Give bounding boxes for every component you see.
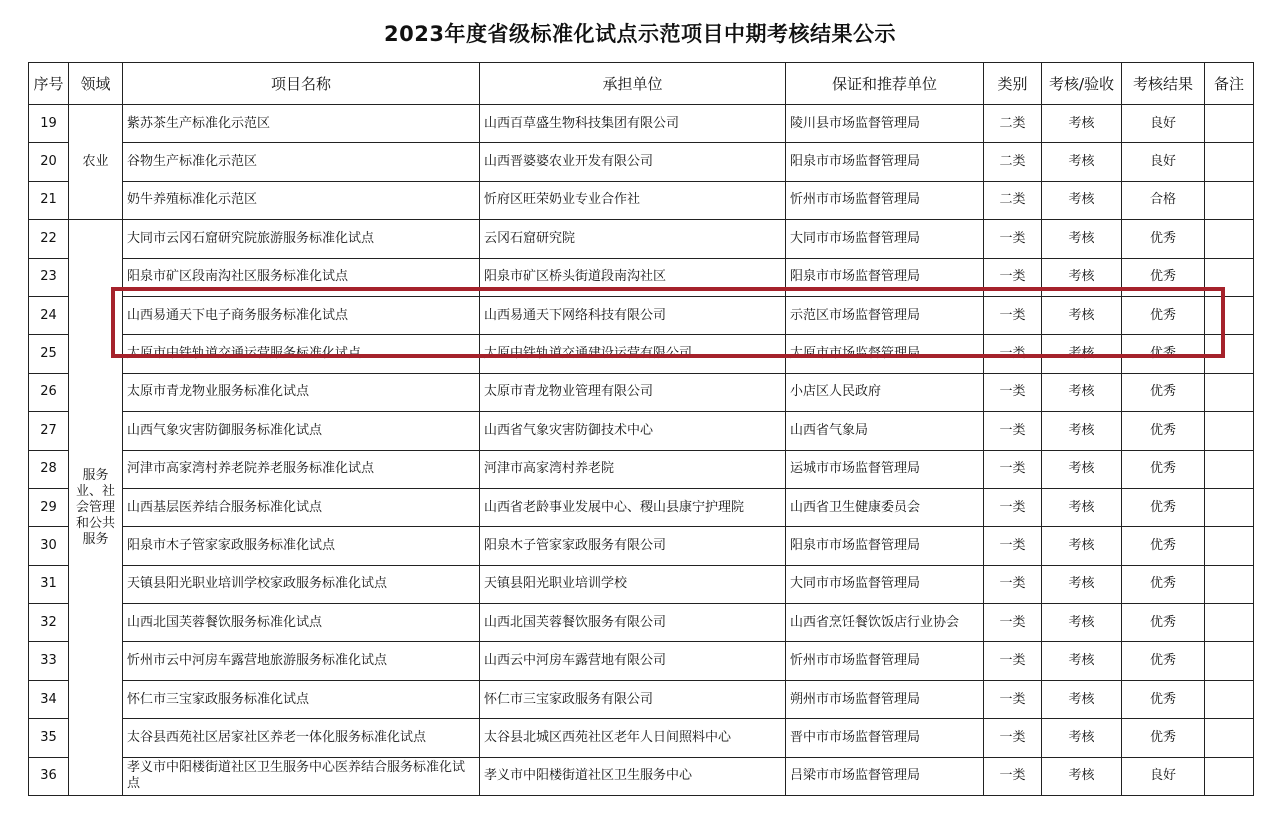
cell-unit: 云冈石窟研究院 — [480, 220, 786, 258]
cell-project-name: 山西基层医养结合服务标准化试点 — [123, 488, 480, 526]
cell-project-name: 河津市高家湾村养老院养老服务标准化试点 — [123, 450, 480, 488]
cell-unit: 阳泉市矿区桥头街道段南沟社区 — [480, 258, 786, 296]
cell-check: 考核 — [1042, 680, 1122, 718]
cell-result: 优秀 — [1122, 680, 1205, 718]
cell-result: 优秀 — [1122, 450, 1205, 488]
cell-category: 一类 — [984, 604, 1042, 642]
cell-seq: 24 — [29, 296, 69, 334]
cell-recommender: 阳泉市市场监督管理局 — [786, 527, 984, 565]
cell-check: 考核 — [1042, 565, 1122, 603]
cell-category: 一类 — [984, 412, 1042, 450]
cell-remark — [1205, 181, 1254, 219]
cell-check: 考核 — [1042, 335, 1122, 373]
table-row — [29, 719, 1254, 757]
cell-recommender: 忻州市市场监督管理局 — [786, 642, 984, 680]
cell-unit: 太原中铁轨道交通建设运营有限公司 — [480, 335, 786, 373]
cell-result: 优秀 — [1122, 258, 1205, 296]
cell-recommender: 小店区人民政府 — [786, 373, 984, 411]
cell-recommender: 山西省烹饪餐饮饭店行业协会 — [786, 604, 984, 642]
cell-seq: 29 — [29, 488, 69, 526]
cell-result: 合格 — [1122, 181, 1205, 219]
header-domain: 领域 — [69, 63, 123, 105]
header-unit: 承担单位 — [480, 63, 786, 105]
cell-result: 优秀 — [1122, 220, 1205, 258]
cell-project-name: 奶牛养殖标准化示范区 — [123, 181, 480, 219]
cell-unit: 孝义市中阳楼街道社区卫生服务中心 — [480, 757, 786, 795]
cell-result: 优秀 — [1122, 296, 1205, 334]
cell-unit: 太谷县北城区西苑社区老年人日间照料中心 — [480, 719, 786, 757]
cell-seq: 36 — [29, 757, 69, 795]
cell-seq: 27 — [29, 412, 69, 450]
cell-unit: 山西云中河房车露营地有限公司 — [480, 642, 786, 680]
cell-category: 二类 — [984, 105, 1042, 143]
cell-seq: 31 — [29, 565, 69, 603]
cell-remark — [1205, 373, 1254, 411]
cell-project-name: 山西易通天下电子商务服务标准化试点 — [123, 296, 480, 334]
cell-seq: 19 — [29, 105, 69, 143]
cell-category: 一类 — [984, 296, 1042, 334]
header-result: 考核结果 — [1122, 63, 1205, 105]
table-row — [29, 412, 1254, 450]
table-row — [29, 488, 1254, 526]
cell-remark — [1205, 143, 1254, 181]
cell-project-name: 阳泉市矿区段南沟社区服务标准化试点 — [123, 258, 480, 296]
cell-seq: 23 — [29, 258, 69, 296]
cell-recommender: 山西省气象局 — [786, 412, 984, 450]
cell-category: 一类 — [984, 680, 1042, 718]
cell-recommender: 大同市市场监督管理局 — [786, 220, 984, 258]
cell-category: 一类 — [984, 757, 1042, 795]
cell-seq: 32 — [29, 604, 69, 642]
cell-unit: 山西百草盛生物科技集团有限公司 — [480, 105, 786, 143]
cell-result: 优秀 — [1122, 604, 1205, 642]
cell-check: 考核 — [1042, 757, 1122, 795]
cell-remark — [1205, 412, 1254, 450]
cell-remark — [1205, 604, 1254, 642]
cell-check: 考核 — [1042, 604, 1122, 642]
cell-unit: 山西晋婆婆农业开发有限公司 — [480, 143, 786, 181]
cell-category: 一类 — [984, 565, 1042, 603]
cell-unit: 天镇县阳光职业培训学校 — [480, 565, 786, 603]
cell-unit: 阳泉木子管家家政服务有限公司 — [480, 527, 786, 565]
cell-check: 考核 — [1042, 220, 1122, 258]
header-category: 类别 — [984, 63, 1042, 105]
results-table — [28, 62, 1254, 796]
cell-result: 优秀 — [1122, 565, 1205, 603]
cell-seq: 26 — [29, 373, 69, 411]
cell-seq: 21 — [29, 181, 69, 219]
cell-seq: 20 — [29, 143, 69, 181]
cell-recommender: 吕梁市市场监督管理局 — [786, 757, 984, 795]
cell-result: 优秀 — [1122, 642, 1205, 680]
cell-project-name: 忻州市云中河房车露营地旅游服务标准化试点 — [123, 642, 480, 680]
cell-recommender: 运城市市场监督管理局 — [786, 450, 984, 488]
cell-result: 良好 — [1122, 143, 1205, 181]
cell-recommender: 大同市市场监督管理局 — [786, 565, 984, 603]
cell-category: 一类 — [984, 450, 1042, 488]
cell-check: 考核 — [1042, 642, 1122, 680]
cell-seq: 25 — [29, 335, 69, 373]
cell-check: 考核 — [1042, 143, 1122, 181]
cell-unit: 山西易通天下网络科技有限公司 — [480, 296, 786, 334]
header-name: 项目名称 — [123, 63, 480, 105]
cell-recommender: 朔州市市场监督管理局 — [786, 680, 984, 718]
table-row — [29, 450, 1254, 488]
cell-check: 考核 — [1042, 296, 1122, 334]
header-seq: 序号 — [29, 63, 69, 105]
cell-unit: 山西北国芙蓉餐饮服务有限公司 — [480, 604, 786, 642]
table-row — [29, 642, 1254, 680]
cell-recommender: 忻州市市场监督管理局 — [786, 181, 984, 219]
cell-seq: 28 — [29, 450, 69, 488]
table-row — [29, 105, 1254, 143]
document-title: 2023年度省级标准化试点示范项目中期考核结果公示 — [384, 22, 896, 46]
cell-category: 一类 — [984, 335, 1042, 373]
table-row — [29, 143, 1254, 181]
cell-check: 考核 — [1042, 412, 1122, 450]
cell-category: 一类 — [984, 258, 1042, 296]
cell-remark — [1205, 565, 1254, 603]
table-row — [29, 373, 1254, 411]
cell-recommender: 阳泉市市场监督管理局 — [786, 143, 984, 181]
header-check: 考核/验收 — [1042, 63, 1122, 105]
cell-check: 考核 — [1042, 105, 1122, 143]
cell-project-name: 山西气象灾害防御服务标准化试点 — [123, 412, 480, 450]
table-row — [29, 181, 1254, 219]
cell-seq: 33 — [29, 642, 69, 680]
cell-category: 二类 — [984, 143, 1042, 181]
cell-remark — [1205, 488, 1254, 526]
table-body — [29, 105, 1254, 796]
cell-seq: 35 — [29, 719, 69, 757]
cell-project-name: 阳泉市木子管家家政服务标准化试点 — [123, 527, 480, 565]
cell-remark — [1205, 450, 1254, 488]
cell-project-name: 紫苏茶生产标准化示范区 — [123, 105, 480, 143]
cell-result: 良好 — [1122, 757, 1205, 795]
cell-seq: 22 — [29, 220, 69, 258]
cell-project-name: 天镇县阳光职业培训学校家政服务标准化试点 — [123, 565, 480, 603]
cell-check: 考核 — [1042, 719, 1122, 757]
domain-cell-services: 服务业、社会管理和公共服务 — [69, 220, 123, 796]
header-recommender: 保证和推荐单位 — [786, 63, 984, 105]
cell-project-name: 谷物生产标准化示范区 — [123, 143, 480, 181]
cell-project-name: 大同市云冈石窟研究院旅游服务标准化试点 — [123, 220, 480, 258]
cell-category: 二类 — [984, 181, 1042, 219]
table-row — [29, 757, 1254, 795]
table-row — [29, 604, 1254, 642]
cell-check: 考核 — [1042, 181, 1122, 219]
cell-remark — [1205, 680, 1254, 718]
table-row — [29, 680, 1254, 718]
cell-recommender: 阳泉市市场监督管理局 — [786, 258, 984, 296]
cell-result: 优秀 — [1122, 488, 1205, 526]
cell-result: 优秀 — [1122, 373, 1205, 411]
cell-unit: 山西省老龄事业发展中心、稷山县康宁护理院 — [480, 488, 786, 526]
cell-project-name: 太原市青龙物业服务标准化试点 — [123, 373, 480, 411]
cell-result: 良好 — [1122, 105, 1205, 143]
cell-project-name: 山西北国芙蓉餐饮服务标准化试点 — [123, 604, 480, 642]
table-header-row — [29, 63, 1254, 105]
cell-remark — [1205, 105, 1254, 143]
cell-recommender: 晋中市市场监督管理局 — [786, 719, 984, 757]
cell-result: 优秀 — [1122, 527, 1205, 565]
cell-unit: 山西省气象灾害防御技术中心 — [480, 412, 786, 450]
cell-recommender: 陵川县市场监督管理局 — [786, 105, 984, 143]
cell-project-name: 太原市中铁轨道交通运营服务标准化试点 — [123, 335, 480, 373]
domain-cell-agriculture: 农业 — [69, 105, 123, 220]
cell-seq: 30 — [29, 527, 69, 565]
cell-remark — [1205, 220, 1254, 258]
cell-result: 优秀 — [1122, 412, 1205, 450]
cell-unit: 太原市青龙物业管理有限公司 — [480, 373, 786, 411]
table-row — [29, 220, 1254, 258]
cell-seq: 34 — [29, 680, 69, 718]
cell-recommender: 太原市市场监督管理局 — [786, 335, 984, 373]
cell-recommender: 山西省卫生健康委员会 — [786, 488, 984, 526]
cell-remark — [1205, 642, 1254, 680]
cell-category: 一类 — [984, 488, 1042, 526]
cell-project-name: 太谷县西苑社区居家社区养老一体化服务标准化试点 — [123, 719, 480, 757]
cell-unit: 河津市高家湾村养老院 — [480, 450, 786, 488]
cell-category: 一类 — [984, 527, 1042, 565]
cell-category: 一类 — [984, 220, 1042, 258]
cell-remark — [1205, 757, 1254, 795]
cell-unit: 忻府区旺荣奶业专业合作社 — [480, 181, 786, 219]
cell-category: 一类 — [984, 373, 1042, 411]
cell-result: 优秀 — [1122, 335, 1205, 373]
cell-project-name: 怀仁市三宝家政服务标准化试点 — [123, 680, 480, 718]
cell-category: 一类 — [984, 719, 1042, 757]
cell-check: 考核 — [1042, 527, 1122, 565]
cell-check: 考核 — [1042, 488, 1122, 526]
header-remark: 备注 — [1205, 63, 1254, 105]
cell-project-name: 孝义市中阳楼街道社区卫生服务中心医养结合服务标准化试点 — [123, 757, 480, 795]
highlight-box — [111, 287, 1225, 358]
table-row — [29, 565, 1254, 603]
cell-remark — [1205, 719, 1254, 757]
table-row — [29, 527, 1254, 565]
cell-check: 考核 — [1042, 258, 1122, 296]
cell-check: 考核 — [1042, 450, 1122, 488]
cell-result: 优秀 — [1122, 719, 1205, 757]
cell-category: 一类 — [984, 642, 1042, 680]
cell-remark — [1205, 527, 1254, 565]
cell-check: 考核 — [1042, 373, 1122, 411]
cell-recommender: 示范区市场监督管理局 — [786, 296, 984, 334]
cell-unit: 怀仁市三宝家政服务有限公司 — [480, 680, 786, 718]
